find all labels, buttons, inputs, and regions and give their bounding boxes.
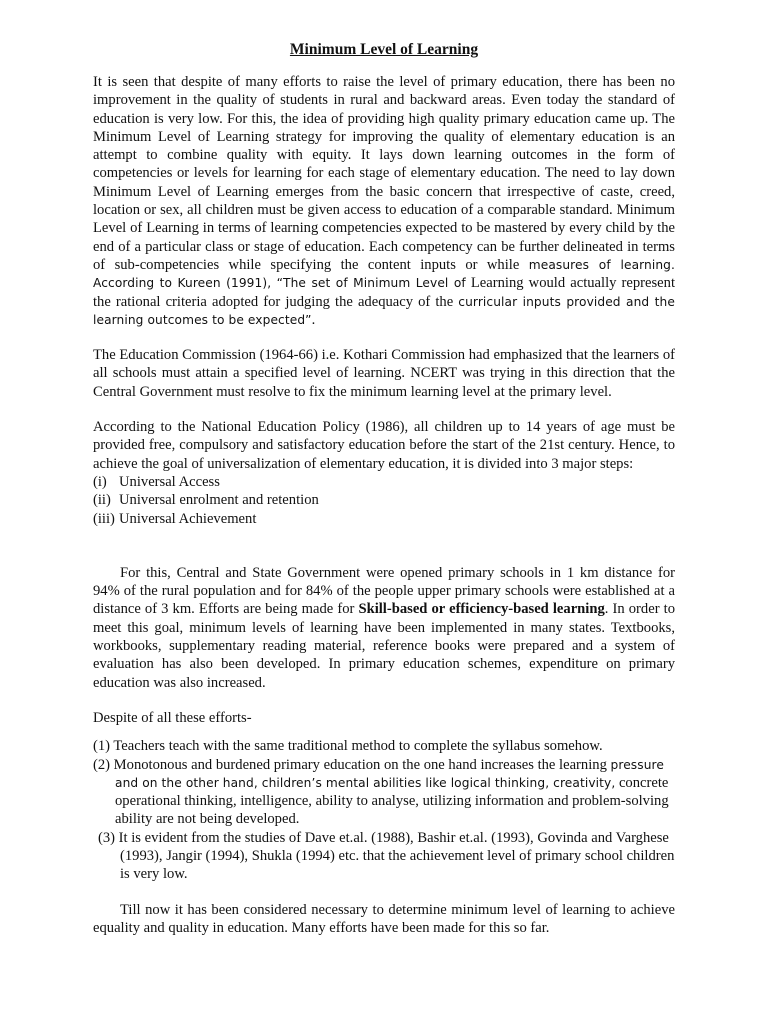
intro-text: It is seen that despite of many efforts to raise the level of primary education, there has been no improvement in the quality of students in rural and backward areas. Even today the standard of education is very low. For this, the idea of providing high quality primary education came up. The Minimum Level of Learning strategy for improving the quality of elementary education is an attempt to combine quality with equity. It lays down learning outcomes in the form of competencies or levels for learning for each stage of elementary education. The need to lay down Minimum Level of Learning emerges from the basic concern that irrespective of caste, creed, location or sex, all children must be given access to education of a comparable standard. Minimum Level of Learning in terms of learning competencies expected to be mastered by every child by the end of a particular class or stage of education. Each competency can be further delineated in terms of sub-competencies while specifying the content inputs or while <box>93 74 675 273</box>
kothari-paragraph: The Education Commission (1964-66) i.e. Kothari Commission had emphasized that the learners of all schools must attain a specified level of learning. NCERT was trying in this direction that the Central Government must resolve to fix the minimum learning level at the primary level. <box>93 347 676 400</box>
list-item: (ii) Universal enrolment and retention <box>93 492 319 509</box>
government-text: For this, Central and State Government were opened primary schools in 1 km distance for 94% of the rural population and for 84% of the people upper primary schools were established at a distance of 3 km. Efforts are being made for <box>93 564 675 618</box>
list-item: (3) It is evident from the studies of Dave et.al. (1988), Bashir et.al. (1993), Govinda and Varghese (1993), Jangir (1994), Shukla (1994) etc. that the achievement level of primary school children is very low. <box>98 829 675 883</box>
efforts-lead: Despite of all these efforts- <box>93 709 252 726</box>
kureen-quote-end: curricular inputs provided and the learning outcomes to be expected” <box>93 294 675 327</box>
closing-paragraph: Till now it has been considered necessary to determine minimum level of learning to achieve equality and quality in education. Many efforts have been made for this so far. <box>93 901 675 936</box>
intro-text-continued: Learning would actually represent the rational criteria adopted for judging the adequacy of the <box>93 275 675 310</box>
government-paragraph <box>93 564 675 692</box>
list-item: (2) Monotonous and burdened primary education on the one hand increases the learning pressure and on the other hand, children’s mental abilities like logical thinking, creativity, concrete operational thinking, intelligence, ability to analyse, utilizing information and problem-solving ability are not being developed. <box>93 756 669 828</box>
steps-list <box>93 473 675 528</box>
intro-paragraph <box>93 73 675 329</box>
page-title: Minimum Level of Learning <box>289 41 479 58</box>
document-page <box>93 40 675 954</box>
government-text-end: . In order to meet this goal, minimum levels of learning have been implemented in many states. Textbooks, workbooks, supplementary reading material, reference books were prepared and a system of evaluation has also been developed. In primary education schemes, expenditure on primary education was also increased. <box>93 601 675 691</box>
intro-text-end: . <box>311 311 316 328</box>
list-item: (iii) Universal Achievement <box>93 510 257 527</box>
skill-based-emphasis: Skill-based or efficiency-based learning <box>358 601 605 618</box>
list-item: (1) Teachers teach with the same traditional method to complete the syllabus somehow. <box>93 738 603 755</box>
policy-paragraph: According to the National Education Policy (1986), all children up to 14 years of age must be provided free, compulsory and satisfactory education before the start of the 21st century. Hence, to achieve the goal of universalization of elementary education, it is divided into 3 major steps: <box>93 419 675 472</box>
list-item: (i) Universal Access <box>93 473 220 490</box>
kureen-quote-line: measures of learning. According to Kureen (1991), “The set of Minimum Level of <box>93 257 675 291</box>
efforts-list <box>93 737 675 883</box>
